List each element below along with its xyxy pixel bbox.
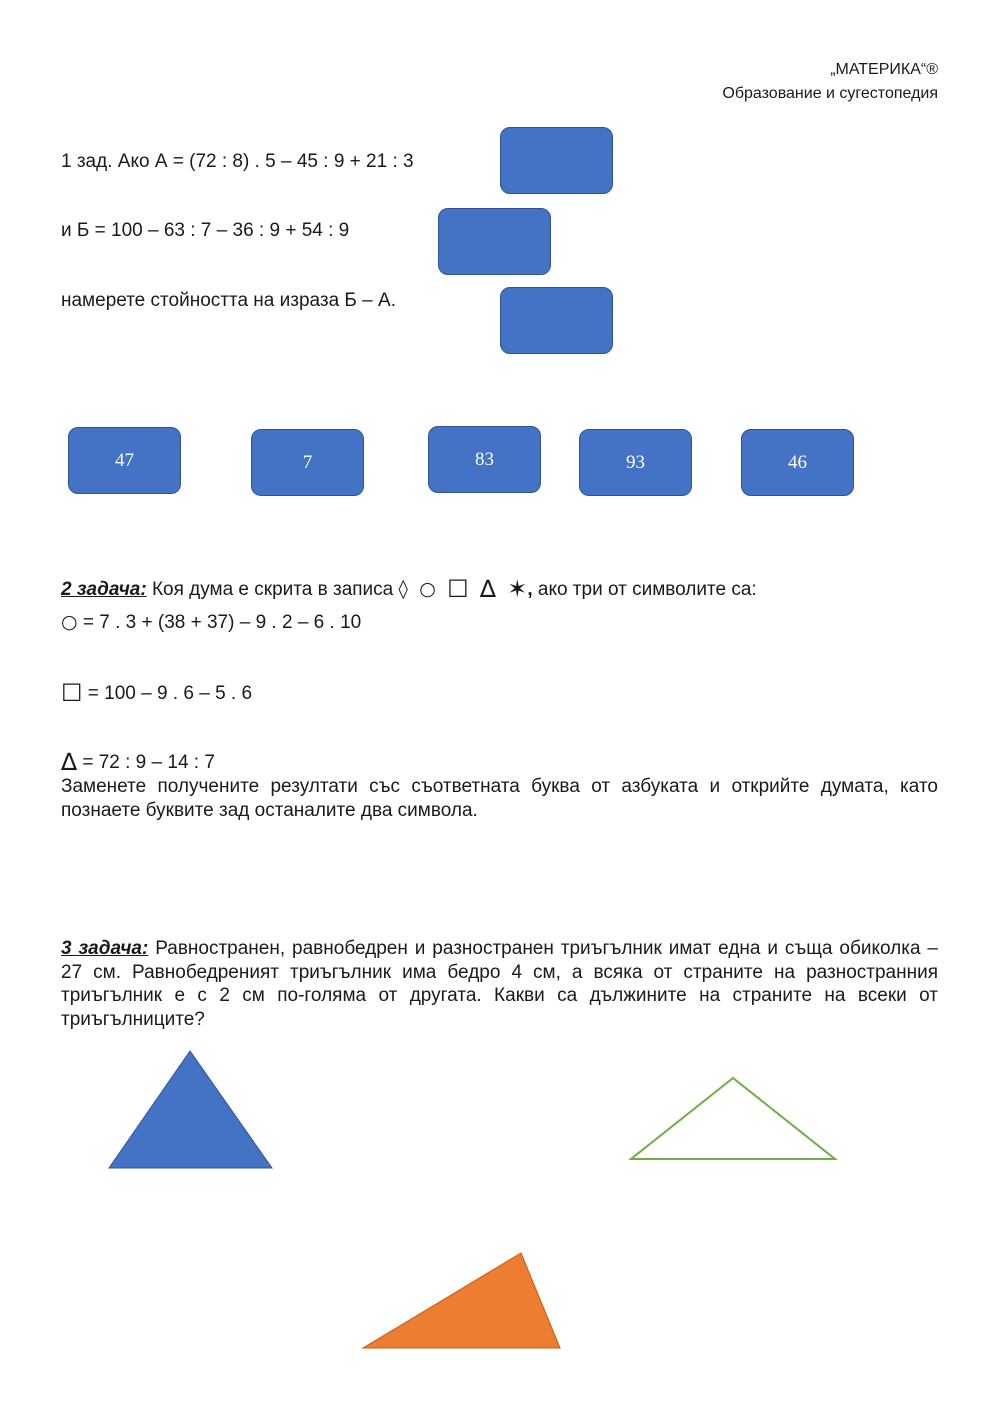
task2-comma: , (527, 579, 533, 600)
diamond-icon: ◊ (398, 578, 408, 600)
delta-icon: ∆ (479, 575, 496, 603)
square-icon: ☐ (447, 575, 469, 603)
circle-icon: ○ (419, 578, 436, 600)
answer-tile[interactable]: 7 (251, 429, 364, 496)
star-icon: ✶ (507, 575, 528, 603)
equation-delta-text: = 72 : 9 – 14 : 7 (77, 752, 215, 773)
brand-subtitle: Образование и сугестопедия (722, 85, 938, 102)
answer-tile[interactable]: 93 (579, 429, 692, 496)
answer-tile[interactable]: 83 (428, 426, 541, 493)
equation-square-text: = 100 – 9 . 6 – 5 . 6 (82, 683, 253, 704)
delta-icon: ∆ (61, 748, 78, 776)
task2-label: 2 задача: (61, 579, 147, 600)
task1-line1: 1 зад. Ако А = (72 : 8) . 5 – 45 : 9 + 21 : 3 (61, 151, 414, 172)
task1-line2: и Б = 100 – 63 : 7 – 36 : 9 + 54 : 9 (61, 220, 350, 241)
task2-intro-text: Коя дума е скрита в записа (146, 579, 399, 600)
task1-line3: намерете стойността на израза Б – А. (61, 290, 396, 311)
task3-body: Равностранен, равнобедрен и разностранен триъгълник имат една и съща обиколка – 27 см. Равнобедреният триъгълник има бедро 4 см, а всяка от страните на разностранния триъгълник е с 2 см по-голяма от другата. Какви са дължините на страните на всеки от триъгълниците? (61, 938, 938, 1030)
scalene-triangle (363, 1253, 560, 1348)
circle-icon: ○ (61, 611, 78, 633)
equation-circle-text: = 7 . 3 + (38 + 37) – 9 . 2 – 6 . 10 (77, 612, 362, 633)
brand-name: „МАТЕРИКА“® (830, 61, 938, 78)
answer-tile[interactable]: 47 (68, 427, 181, 494)
task2-instruction: Заменете получените резултати със съответната буква от азбуката и открийте думата, като познаете буквите зад останалите два символа. (61, 776, 938, 821)
isosceles-triangle (631, 1078, 835, 1159)
task2-intro-end: ако три от символите са: (532, 579, 757, 600)
equilateral-triangle (109, 1051, 272, 1168)
task3-label: 3 задача: (61, 938, 149, 959)
answer-tile[interactable]: 46 (741, 429, 854, 496)
square-icon: ☐ (61, 679, 83, 707)
